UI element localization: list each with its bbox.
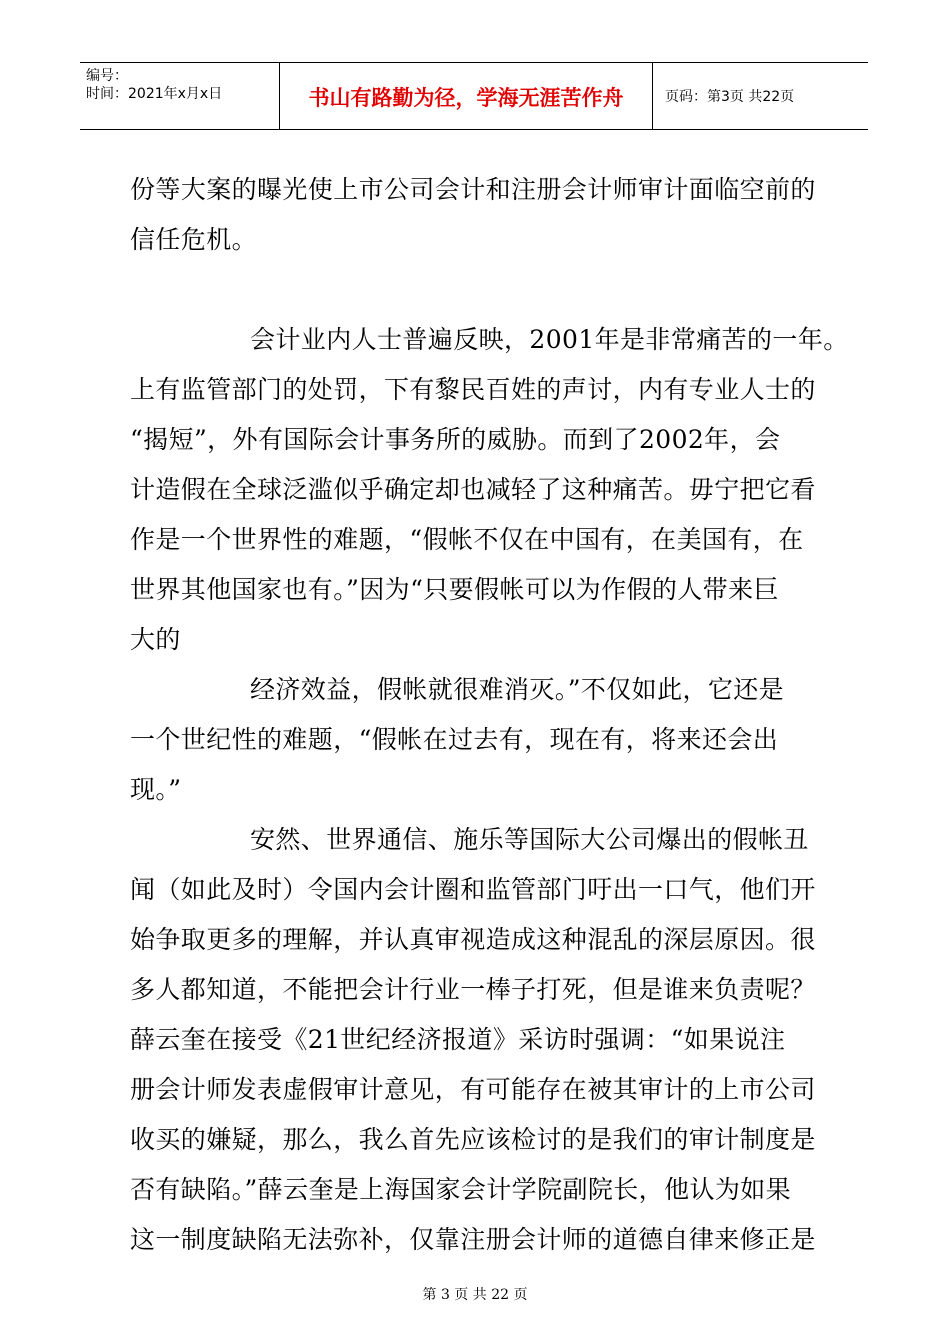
page-footer: 第 3 页 共 22 页 (422, 1287, 528, 1303)
document-body (130, 165, 849, 1265)
header-page-cell (653, 63, 868, 129)
body-line: 现。” (130, 775, 182, 804)
body-line: 闻（如此及时）令国内会计圈和监管部门吁出一口气，他们开 (130, 875, 816, 904)
body-line: 这一制度缺陷无法弥补，仅靠注册会计师的道德自律来修正是 (130, 1225, 816, 1254)
body-line: 计造假在全球泛滥似乎确定却也减轻了这种痛苦。毋宁把它看 (130, 475, 816, 504)
body-line: 多人都知道，不能把会计行业一棒子打死，但是谁来负责呢？ (130, 975, 816, 1004)
header-motto-cell (280, 63, 653, 129)
body-line: 一个世纪性的难题，“假帐在过去有，现在有，将来还会出 (130, 725, 779, 754)
body-line: “揭短”，外有国际会计事务所的威胁。而到了2002年，会 (130, 425, 781, 454)
body-line: 份等大案的曝光使上市公司会计和注册会计师审计面临空前的 (130, 175, 816, 204)
document-time: 时间：2021年x月x日 (86, 86, 223, 102)
header-motto: 书山有路勤为径，学海无涯苦作舟 (308, 86, 624, 110)
header-meta (80, 63, 280, 129)
body-line: 上有监管部门的处罚，下有黎民百姓的声讨，内有专业人士的 (130, 375, 816, 404)
body-line: 否有缺陷。”薛云奎是上海国家会计学院副院长，他认为如果 (130, 1175, 792, 1204)
paragraph-gap (130, 265, 830, 315)
body-line: 会计业内人士普遍反映，2001年是非常痛苦的一年。 (250, 325, 849, 354)
body-line: 安然、世界通信、施乐等国际大公司爆出的假帐丑 (250, 825, 809, 854)
body-line: 信任危机。 (130, 225, 258, 254)
body-line: 薛云奎在接受《21世纪经济报道》采访时强调：“如果说注 (130, 1025, 786, 1054)
document-number-label: 编号： (86, 68, 128, 84)
page-header (80, 62, 868, 130)
body-line: 大的 (130, 625, 181, 654)
body-line: 经济效益，假帐就很难消灭。”不仅如此，它还是 (250, 675, 785, 704)
header-page-code: 页码：第3页 共22页 (665, 89, 795, 105)
body-line: 册会计师发表虚假审计意见，有可能存在被其审计的上市公司 (130, 1075, 816, 1104)
body-line: 始争取更多的理解，并认真审视造成这种混乱的深层原因。很 (130, 925, 816, 954)
body-line: 收买的嫌疑，那么，我么首先应该检讨的是我们的审计制度是 (130, 1125, 816, 1154)
body-line: 作是一个世界性的难题，“假帐不仅在中国有，在美国有，在 (130, 525, 804, 554)
body-line: 世界其他国家也有。”因为“只要假帐可以为作假的人带来巨 (130, 575, 779, 604)
